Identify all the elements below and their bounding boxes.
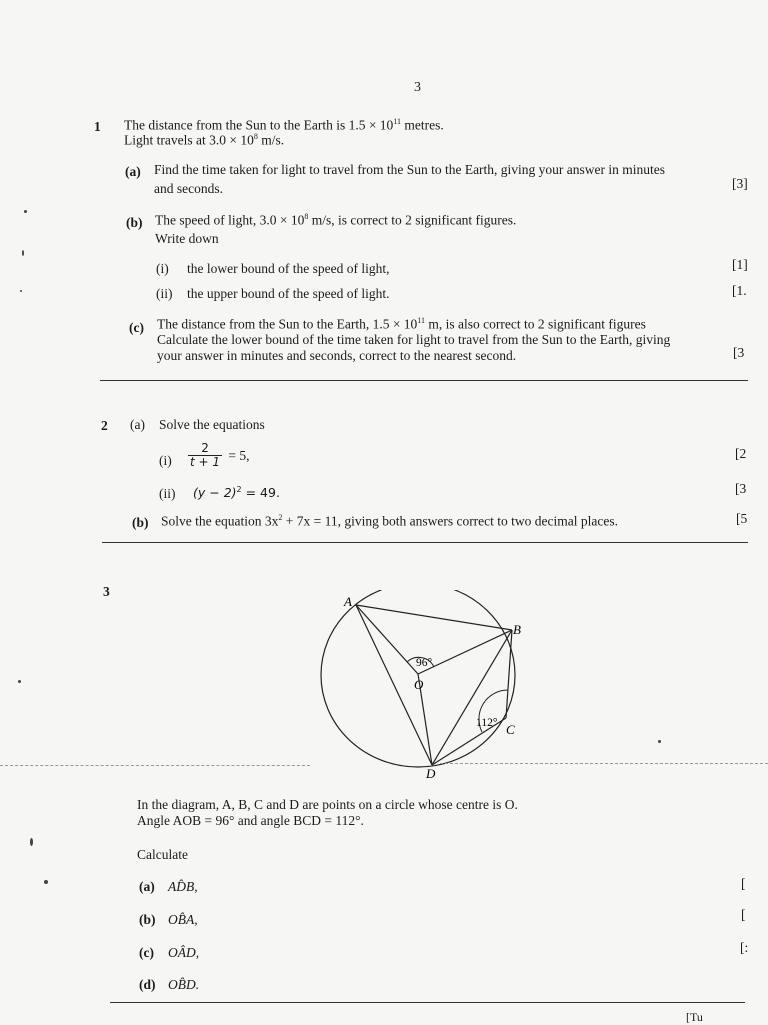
radius-oa [356, 605, 418, 674]
subpart-label: (i) [156, 261, 169, 276]
scan-speck [658, 740, 661, 743]
question-text: Angle AOB = 96° and angle BCD = 112°. [137, 813, 364, 828]
marks: [3 [735, 481, 747, 496]
part-text: Calculate the lower bound of the time taken for light to travel from the Sun to the Earth, giving [157, 332, 671, 347]
part-label: (d) [139, 977, 156, 992]
label-c: C [506, 722, 515, 737]
scan-artifact [0, 765, 310, 766]
part-label: (c) [139, 945, 154, 960]
divider [102, 542, 748, 543]
part-text: The speed of light, $3.0 \times 10^8$ m/s, is correct to 2 significant figures. [155, 212, 517, 228]
scan-speck [22, 250, 24, 256]
part-label: (a) [130, 417, 145, 432]
angle-label-bcd: 112° [476, 717, 498, 729]
equation: $(y - 2)^2 = 49$. [193, 485, 280, 501]
part-text: your answer in minutes and seconds, correct to the nearest second. [157, 348, 517, 363]
part-text: OÂD, [168, 945, 200, 960]
fraction: $\frac{2}{t + 1}$ [190, 441, 221, 469]
scan-speck [30, 838, 33, 846]
part-text: OB̂A, [168, 912, 198, 927]
part-text: OB̂D. [168, 977, 200, 992]
marks: [: [740, 940, 749, 955]
subpart-text: the lower bound of the speed of light, [187, 261, 390, 276]
question-text: Light travels at $3.0 \times 10^8$ m/s. [124, 132, 285, 148]
scan-speck [24, 210, 27, 213]
label-d: D [426, 766, 436, 781]
chord-ab [356, 605, 512, 630]
label-a: A [344, 594, 352, 609]
part-text: Solve the equation $3x^2 + 7x = 11$, giving both answers correct to two decimal places. [161, 513, 619, 529]
part-label: (a) [125, 164, 141, 179]
marks: [5 [736, 511, 748, 526]
scan-speck [20, 290, 22, 292]
equation: $\frac{2}{t + 1}$ = 5, [190, 441, 250, 469]
part-label: (c) [129, 320, 144, 335]
marks: [3 [733, 345, 745, 360]
chord-bd [432, 630, 512, 765]
part-text: Solve the equations [159, 417, 265, 432]
question-text: In the diagram, A, B, C and D are points on a circle whose centre is O. [137, 797, 518, 812]
question-number: 3 [103, 584, 110, 599]
part-text: Find the time taken for light to travel from the Sun to the Earth, giving your answer in minutes [154, 162, 666, 177]
marks: [2 [735, 446, 747, 461]
part-label: (b) [132, 515, 149, 530]
subpart-label: (i) [159, 453, 172, 468]
marks: [1] [732, 257, 748, 272]
angle-label-aob: 96° [416, 657, 433, 669]
part-text: The distance from the Sun to the Earth, $1.5 \times 10^{11}$ m, is also correct to 2 significant figures [157, 316, 646, 332]
part-text: and seconds. [154, 181, 223, 196]
page-number: 3 [414, 80, 421, 95]
subpart-text: the upper bound of the speed of light. [187, 286, 390, 301]
marks: [ [741, 876, 746, 891]
part-label: (a) [139, 879, 155, 894]
question-number: 2 [101, 418, 108, 433]
marks: [ [741, 907, 746, 922]
circle-diagram [310, 590, 550, 790]
divider [100, 380, 748, 381]
label-o: O [414, 677, 424, 692]
scan-speck [18, 680, 21, 683]
divider [110, 1002, 745, 1003]
scan-speck [44, 880, 48, 884]
scan-artifact [440, 763, 768, 764]
label-b: B [513, 622, 521, 637]
question-text: Calculate [137, 847, 188, 862]
question-number: 1 [94, 119, 101, 134]
subpart-label: (ii) [156, 286, 173, 301]
part-text: AD̂B, [168, 879, 198, 894]
subpart-label: (ii) [159, 486, 176, 501]
part-label: (b) [126, 215, 143, 230]
turn-over-note: [Tu [686, 1010, 703, 1024]
marks: [1. [732, 283, 747, 298]
question-text: The distance from the Sun to the Earth is $1.5 \times 10^{11}$ metres. [124, 117, 444, 133]
part-text: Write down [155, 231, 219, 246]
part-label: (b) [139, 912, 156, 927]
marks: [3] [732, 176, 748, 191]
